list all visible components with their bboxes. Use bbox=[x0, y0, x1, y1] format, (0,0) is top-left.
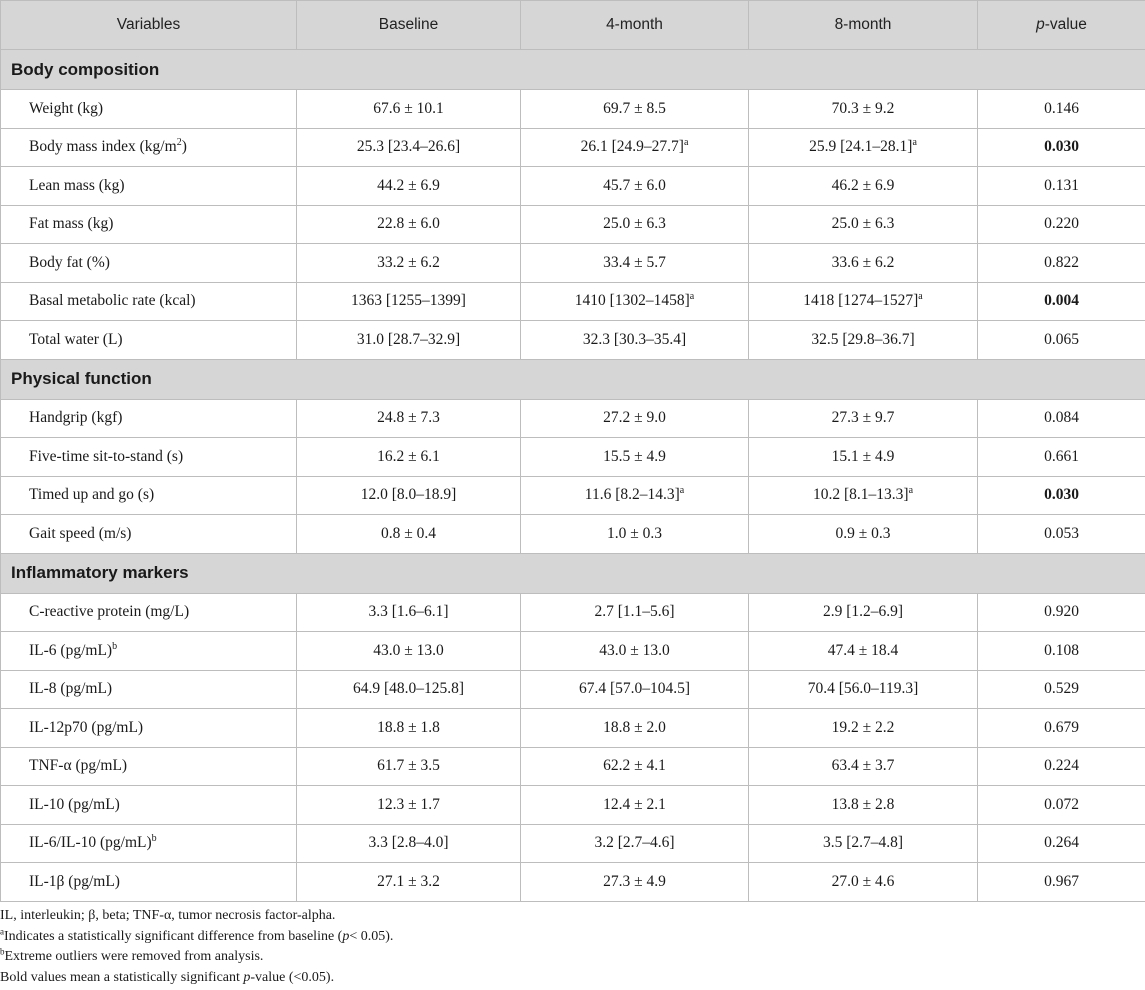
8-month-cell bbox=[749, 670, 978, 709]
baseline-cell bbox=[297, 670, 521, 709]
variable-label: Handgrip (kgf) bbox=[29, 409, 123, 427]
8-month-cell bbox=[749, 824, 978, 863]
header-row bbox=[1, 1, 1145, 50]
8-month-cell-value: 19.2 ± 2.2 bbox=[831, 718, 895, 736]
variable-label: C-reactive protein (mg/L) bbox=[29, 603, 190, 621]
4-month-cell-value: 3.2 [2.7–4.6] bbox=[594, 834, 675, 852]
p-value-cell: 0.661 bbox=[978, 438, 1145, 477]
baseline-cell-value: 12.0 [8.0–18.9] bbox=[360, 486, 457, 504]
baseline-cell bbox=[297, 593, 521, 632]
8-month-cell-value: 33.6 ± 6.2 bbox=[831, 253, 895, 271]
4-month-cell-value: 11.6 [8.2–14.3] bbox=[584, 486, 680, 504]
8-month-cell-value: 70.4 [56.0–119.3] bbox=[807, 680, 919, 698]
footnotes bbox=[0, 906, 1145, 988]
8-month-cell bbox=[749, 632, 978, 671]
baseline-cell-value: 44.2 ± 6.9 bbox=[377, 176, 440, 194]
variable-cell bbox=[1, 709, 297, 748]
table-row bbox=[1, 786, 1145, 825]
4-month-cell-value: 1410 [1302–1458] bbox=[574, 292, 690, 310]
p-value-cell: 0.030 bbox=[978, 476, 1145, 515]
4-month-cell bbox=[521, 863, 749, 902]
section-row bbox=[1, 50, 1145, 90]
4-month-cell-value: 27.2 ± 9.0 bbox=[603, 409, 666, 427]
8-month-cell bbox=[749, 321, 978, 360]
p-value-cell: 0.004 bbox=[978, 282, 1145, 321]
baseline-cell-value: 25.3 [23.4–26.6] bbox=[356, 138, 461, 156]
p-value-cell: 0.146 bbox=[978, 90, 1145, 129]
baseline-cell bbox=[297, 515, 521, 554]
8-month-cell bbox=[749, 205, 978, 244]
variable-label-sup: 2 bbox=[176, 137, 182, 149]
4-month-cell bbox=[521, 476, 749, 515]
8-month-cell bbox=[749, 282, 978, 321]
variable-cell bbox=[1, 747, 297, 786]
footnote-a bbox=[0, 927, 1145, 948]
variable-cell bbox=[1, 476, 297, 515]
variable-cell bbox=[1, 282, 297, 321]
4-month-cell-value: 12.4 ± 2.1 bbox=[603, 795, 666, 813]
4-month-cell-value: 18.8 ± 2.0 bbox=[603, 718, 666, 736]
variable-cell bbox=[1, 399, 297, 438]
8-month-cell-value: 10.2 [8.1–13.3] bbox=[812, 486, 909, 504]
4-month-cell bbox=[521, 438, 749, 477]
baseline-cell-value: 1363 [1255–1399] bbox=[351, 292, 466, 310]
baseline-cell-value: 3.3 [1.6–6.1] bbox=[368, 603, 449, 621]
variable-label: Body fat (%) bbox=[29, 253, 110, 271]
8-month-cell bbox=[749, 593, 978, 632]
p-value-cell: 0.053 bbox=[978, 515, 1145, 554]
8-month-cell bbox=[749, 786, 978, 825]
variable-cell bbox=[1, 438, 297, 477]
variable-label: IL-12p70 (pg/mL) bbox=[29, 718, 144, 736]
4-month-cell-value: 62.2 ± 4.1 bbox=[603, 757, 666, 775]
8-month-cell bbox=[749, 476, 978, 515]
8-month-cell bbox=[749, 90, 978, 129]
table-row bbox=[1, 321, 1145, 360]
4-month-cell bbox=[521, 399, 749, 438]
table-row bbox=[1, 399, 1145, 438]
section-row bbox=[1, 359, 1145, 399]
footnote-bold-end: -value (<0.05). bbox=[250, 969, 335, 985]
8-month-cell-value: 13.8 ± 2.8 bbox=[831, 795, 895, 813]
variable-label: IL-8 (pg/mL) bbox=[29, 680, 113, 698]
4-month-cell-value: 27.3 ± 4.9 bbox=[603, 872, 666, 890]
8-month-cell-value: 27.3 ± 9.7 bbox=[831, 409, 895, 427]
4-month-cell-value: 69.7 ± 8.5 bbox=[603, 99, 666, 117]
8-month-cell-value: 3.5 [2.7–4.8] bbox=[822, 834, 904, 852]
baseline-cell bbox=[297, 282, 521, 321]
4-month-cell-value: 15.5 ± 4.9 bbox=[603, 447, 666, 465]
baseline-cell bbox=[297, 399, 521, 438]
section-title: Body composition bbox=[1, 50, 1145, 90]
8-month-cell-value: 46.2 ± 6.9 bbox=[831, 176, 895, 194]
4-month-cell-sup: a bbox=[683, 137, 689, 149]
baseline-cell bbox=[297, 90, 521, 129]
table-row bbox=[1, 90, 1145, 129]
variable-label: Total water (L) bbox=[29, 330, 123, 348]
table-row bbox=[1, 863, 1145, 902]
8-month-cell bbox=[749, 399, 978, 438]
p-value-cell: 0.224 bbox=[978, 747, 1145, 786]
8-month-cell-value: 15.1 ± 4.9 bbox=[831, 447, 895, 465]
4-month-cell bbox=[521, 670, 749, 709]
variable-cell bbox=[1, 167, 297, 206]
baseline-cell bbox=[297, 438, 521, 477]
section-title: Inflammatory markers bbox=[1, 553, 1145, 593]
baseline-cell bbox=[297, 632, 521, 671]
8-month-cell-value: 47.4 ± 18.4 bbox=[827, 641, 899, 659]
8-month-cell bbox=[749, 167, 978, 206]
4-month-cell bbox=[521, 205, 749, 244]
8-month-cell bbox=[749, 863, 978, 902]
variable-label: Body mass index (kg/m bbox=[29, 138, 177, 156]
variable-cell bbox=[1, 321, 297, 360]
4-month-cell-sup: a bbox=[689, 291, 695, 303]
header-p-suffix: -value bbox=[1044, 16, 1087, 33]
4-month-cell bbox=[521, 321, 749, 360]
footnote-b-mark: b bbox=[0, 946, 5, 957]
variable-cell bbox=[1, 863, 297, 902]
variable-label: Fat mass (kg) bbox=[29, 215, 114, 233]
p-value-cell: 0.065 bbox=[978, 321, 1145, 360]
baseline-cell-value: 67.6 ± 10.1 bbox=[373, 99, 444, 117]
variable-label: Lean mass (kg) bbox=[29, 176, 125, 194]
8-month-cell bbox=[749, 128, 978, 167]
8-month-cell bbox=[749, 515, 978, 554]
header-baseline: Baseline bbox=[297, 1, 521, 50]
variable-label: IL-1β (pg/mL) bbox=[29, 872, 120, 890]
4-month-cell-value: 25.0 ± 6.3 bbox=[603, 215, 666, 233]
variable-cell bbox=[1, 593, 297, 632]
baseline-cell bbox=[297, 709, 521, 748]
table-body bbox=[1, 50, 1145, 902]
p-value-cell: 0.030 bbox=[978, 128, 1145, 167]
baseline-cell bbox=[297, 747, 521, 786]
8-month-cell-sup: a bbox=[918, 291, 923, 303]
footnote-bold-italic: p bbox=[243, 969, 251, 985]
baseline-cell-value: 3.3 [2.8–4.0] bbox=[368, 834, 449, 852]
header-8-month: 8-month bbox=[749, 1, 978, 50]
p-value-cell: 0.108 bbox=[978, 632, 1145, 671]
baseline-cell-value: 43.0 ± 13.0 bbox=[373, 641, 444, 659]
section-title: Physical function bbox=[1, 359, 1145, 399]
baseline-cell-value: 0.8 ± 0.4 bbox=[380, 524, 436, 542]
baseline-cell bbox=[297, 205, 521, 244]
baseline-cell-value: 12.3 ± 1.7 bbox=[377, 795, 440, 813]
header-variables: Variables bbox=[1, 1, 297, 50]
8-month-cell bbox=[749, 747, 978, 786]
baseline-cell-value: 31.0 [28.7–32.9] bbox=[356, 330, 461, 348]
variable-cell bbox=[1, 670, 297, 709]
variable-label: Five-time sit-to-stand (s) bbox=[29, 447, 184, 465]
baseline-cell bbox=[297, 824, 521, 863]
footnote-bold bbox=[0, 968, 1145, 989]
4-month-cell bbox=[521, 90, 749, 129]
variable-label: TNF-α (pg/mL) bbox=[29, 757, 128, 775]
header-p-italic: p bbox=[1036, 16, 1045, 33]
8-month-cell-value: 32.5 [29.8–36.7] bbox=[811, 330, 915, 348]
baseline-cell-value: 27.1 ± 3.2 bbox=[377, 872, 440, 890]
8-month-cell-sup: a bbox=[912, 137, 917, 149]
footnote-b bbox=[0, 947, 1145, 968]
8-month-cell bbox=[749, 709, 978, 748]
variable-cell bbox=[1, 515, 297, 554]
4-month-cell bbox=[521, 515, 749, 554]
p-value-cell: 0.084 bbox=[978, 399, 1145, 438]
table-row bbox=[1, 167, 1145, 206]
table-row bbox=[1, 632, 1145, 671]
4-month-cell bbox=[521, 747, 749, 786]
variable-cell bbox=[1, 786, 297, 825]
baseline-cell bbox=[297, 128, 521, 167]
table-row bbox=[1, 128, 1145, 167]
p-value-cell: 0.822 bbox=[978, 244, 1145, 283]
baseline-cell-value: 24.8 ± 7.3 bbox=[377, 409, 440, 427]
p-value-cell: 0.529 bbox=[978, 670, 1145, 709]
variable-label: Weight (kg) bbox=[29, 99, 104, 117]
baseline-cell-value: 64.9 [48.0–125.8] bbox=[352, 680, 465, 698]
4-month-cell-value: 2.7 [1.1–5.6] bbox=[594, 603, 675, 621]
baseline-cell bbox=[297, 244, 521, 283]
footnote-b-text: Extreme outliers were removed from analysis. bbox=[4, 949, 264, 964]
header-p-value bbox=[978, 1, 1145, 50]
header-4-month: 4-month bbox=[521, 1, 749, 50]
8-month-cell bbox=[749, 244, 978, 283]
variable-label: IL-10 (pg/mL) bbox=[29, 795, 120, 813]
4-month-cell-value: 45.7 ± 6.0 bbox=[603, 176, 666, 194]
variable-cell bbox=[1, 90, 297, 129]
variable-cell bbox=[1, 244, 297, 283]
8-month-cell bbox=[749, 438, 978, 477]
4-month-cell bbox=[521, 593, 749, 632]
4-month-cell bbox=[521, 824, 749, 863]
footnote-bold-start: Bold values mean a statistically significant bbox=[0, 969, 244, 985]
variable-label: IL-6/IL-10 (pg/mL) bbox=[29, 834, 152, 852]
baseline-cell-value: 16.2 ± 6.1 bbox=[377, 447, 440, 465]
table-row bbox=[1, 824, 1145, 863]
variable-label: Timed up and go (s) bbox=[29, 486, 155, 504]
8-month-cell-value: 2.9 [1.2–6.9] bbox=[822, 603, 904, 621]
4-month-cell bbox=[521, 244, 749, 283]
baseline-cell bbox=[297, 167, 521, 206]
8-month-cell-sup: a bbox=[908, 485, 914, 497]
p-value-cell: 0.220 bbox=[978, 205, 1145, 244]
table-row bbox=[1, 670, 1145, 709]
section-row bbox=[1, 553, 1145, 593]
table-row bbox=[1, 709, 1145, 748]
p-value-cell: 0.264 bbox=[978, 824, 1145, 863]
table-row bbox=[1, 205, 1145, 244]
table-row bbox=[1, 747, 1145, 786]
footnote-a-mark: a bbox=[0, 925, 4, 936]
8-month-cell-value: 63.4 ± 3.7 bbox=[831, 757, 895, 775]
table-row bbox=[1, 476, 1145, 515]
p-value-cell: 0.072 bbox=[978, 786, 1145, 825]
8-month-cell-value: 70.3 ± 9.2 bbox=[831, 99, 895, 117]
table-row bbox=[1, 244, 1145, 283]
4-month-cell bbox=[521, 786, 749, 825]
4-month-cell-value: 32.3 [30.3–35.4] bbox=[582, 330, 687, 348]
8-month-cell-value: 25.0 ± 6.3 bbox=[831, 215, 895, 233]
4-month-cell-sup: a bbox=[679, 485, 685, 497]
baseline-cell-value: 61.7 ± 3.5 bbox=[377, 757, 440, 775]
variable-cell bbox=[1, 632, 297, 671]
4-month-cell-value: 67.4 [57.0–104.5] bbox=[578, 680, 691, 698]
baseline-cell-value: 22.8 ± 6.0 bbox=[377, 215, 440, 233]
variable-label-sup: b bbox=[151, 833, 157, 845]
footnote-a-end: < 0.05). bbox=[349, 928, 394, 944]
baseline-cell-value: 18.8 ± 1.8 bbox=[377, 718, 440, 736]
4-month-cell-value: 43.0 ± 13.0 bbox=[599, 641, 670, 659]
4-month-cell bbox=[521, 709, 749, 748]
footnote-a-italic: p bbox=[342, 928, 350, 944]
4-month-cell-value: 26.1 [24.9–27.7] bbox=[580, 138, 684, 156]
8-month-cell-value: 1418 [1274–1527] bbox=[803, 292, 919, 310]
variable-cell bbox=[1, 205, 297, 244]
variable-label: Basal metabolic rate (kcal) bbox=[29, 292, 196, 310]
variable-label: IL-6 (pg/mL) bbox=[29, 641, 113, 659]
p-value-cell: 0.967 bbox=[978, 863, 1145, 902]
4-month-cell bbox=[521, 632, 749, 671]
p-value-cell: 0.920 bbox=[978, 593, 1145, 632]
table-row bbox=[1, 438, 1145, 477]
variable-cell bbox=[1, 824, 297, 863]
8-month-cell-value: 27.0 ± 4.6 bbox=[831, 872, 895, 890]
8-month-cell-value: 25.9 [24.1–28.1] bbox=[809, 138, 913, 156]
4-month-cell bbox=[521, 282, 749, 321]
p-value-cell: 0.131 bbox=[978, 167, 1145, 206]
p-value-cell: 0.679 bbox=[978, 709, 1145, 748]
baseline-cell bbox=[297, 321, 521, 360]
4-month-cell bbox=[521, 167, 749, 206]
4-month-cell-value: 33.4 ± 5.7 bbox=[603, 253, 666, 271]
variable-cell bbox=[1, 128, 297, 167]
table-row bbox=[1, 282, 1145, 321]
baseline-cell bbox=[297, 476, 521, 515]
table-row bbox=[1, 515, 1145, 554]
8-month-cell-value: 0.9 ± 0.3 bbox=[835, 524, 891, 542]
4-month-cell-value: 1.0 ± 0.3 bbox=[606, 524, 662, 542]
footnote-abbreviations: IL, interleukin; β, beta; TNF-α, tumor necrosis factor-alpha. bbox=[0, 908, 336, 923]
variable-label-sup: b bbox=[112, 640, 118, 652]
4-month-cell bbox=[521, 128, 749, 167]
baseline-cell bbox=[297, 786, 521, 825]
baseline-cell bbox=[297, 863, 521, 902]
variable-label-after: ) bbox=[181, 138, 187, 156]
variable-label: Gait speed (m/s) bbox=[29, 524, 132, 542]
table-row bbox=[1, 593, 1145, 632]
baseline-cell-value: 33.2 ± 6.2 bbox=[377, 253, 440, 271]
footnote-a-text: Indicates a statistically significant difference from baseline ( bbox=[4, 928, 343, 944]
